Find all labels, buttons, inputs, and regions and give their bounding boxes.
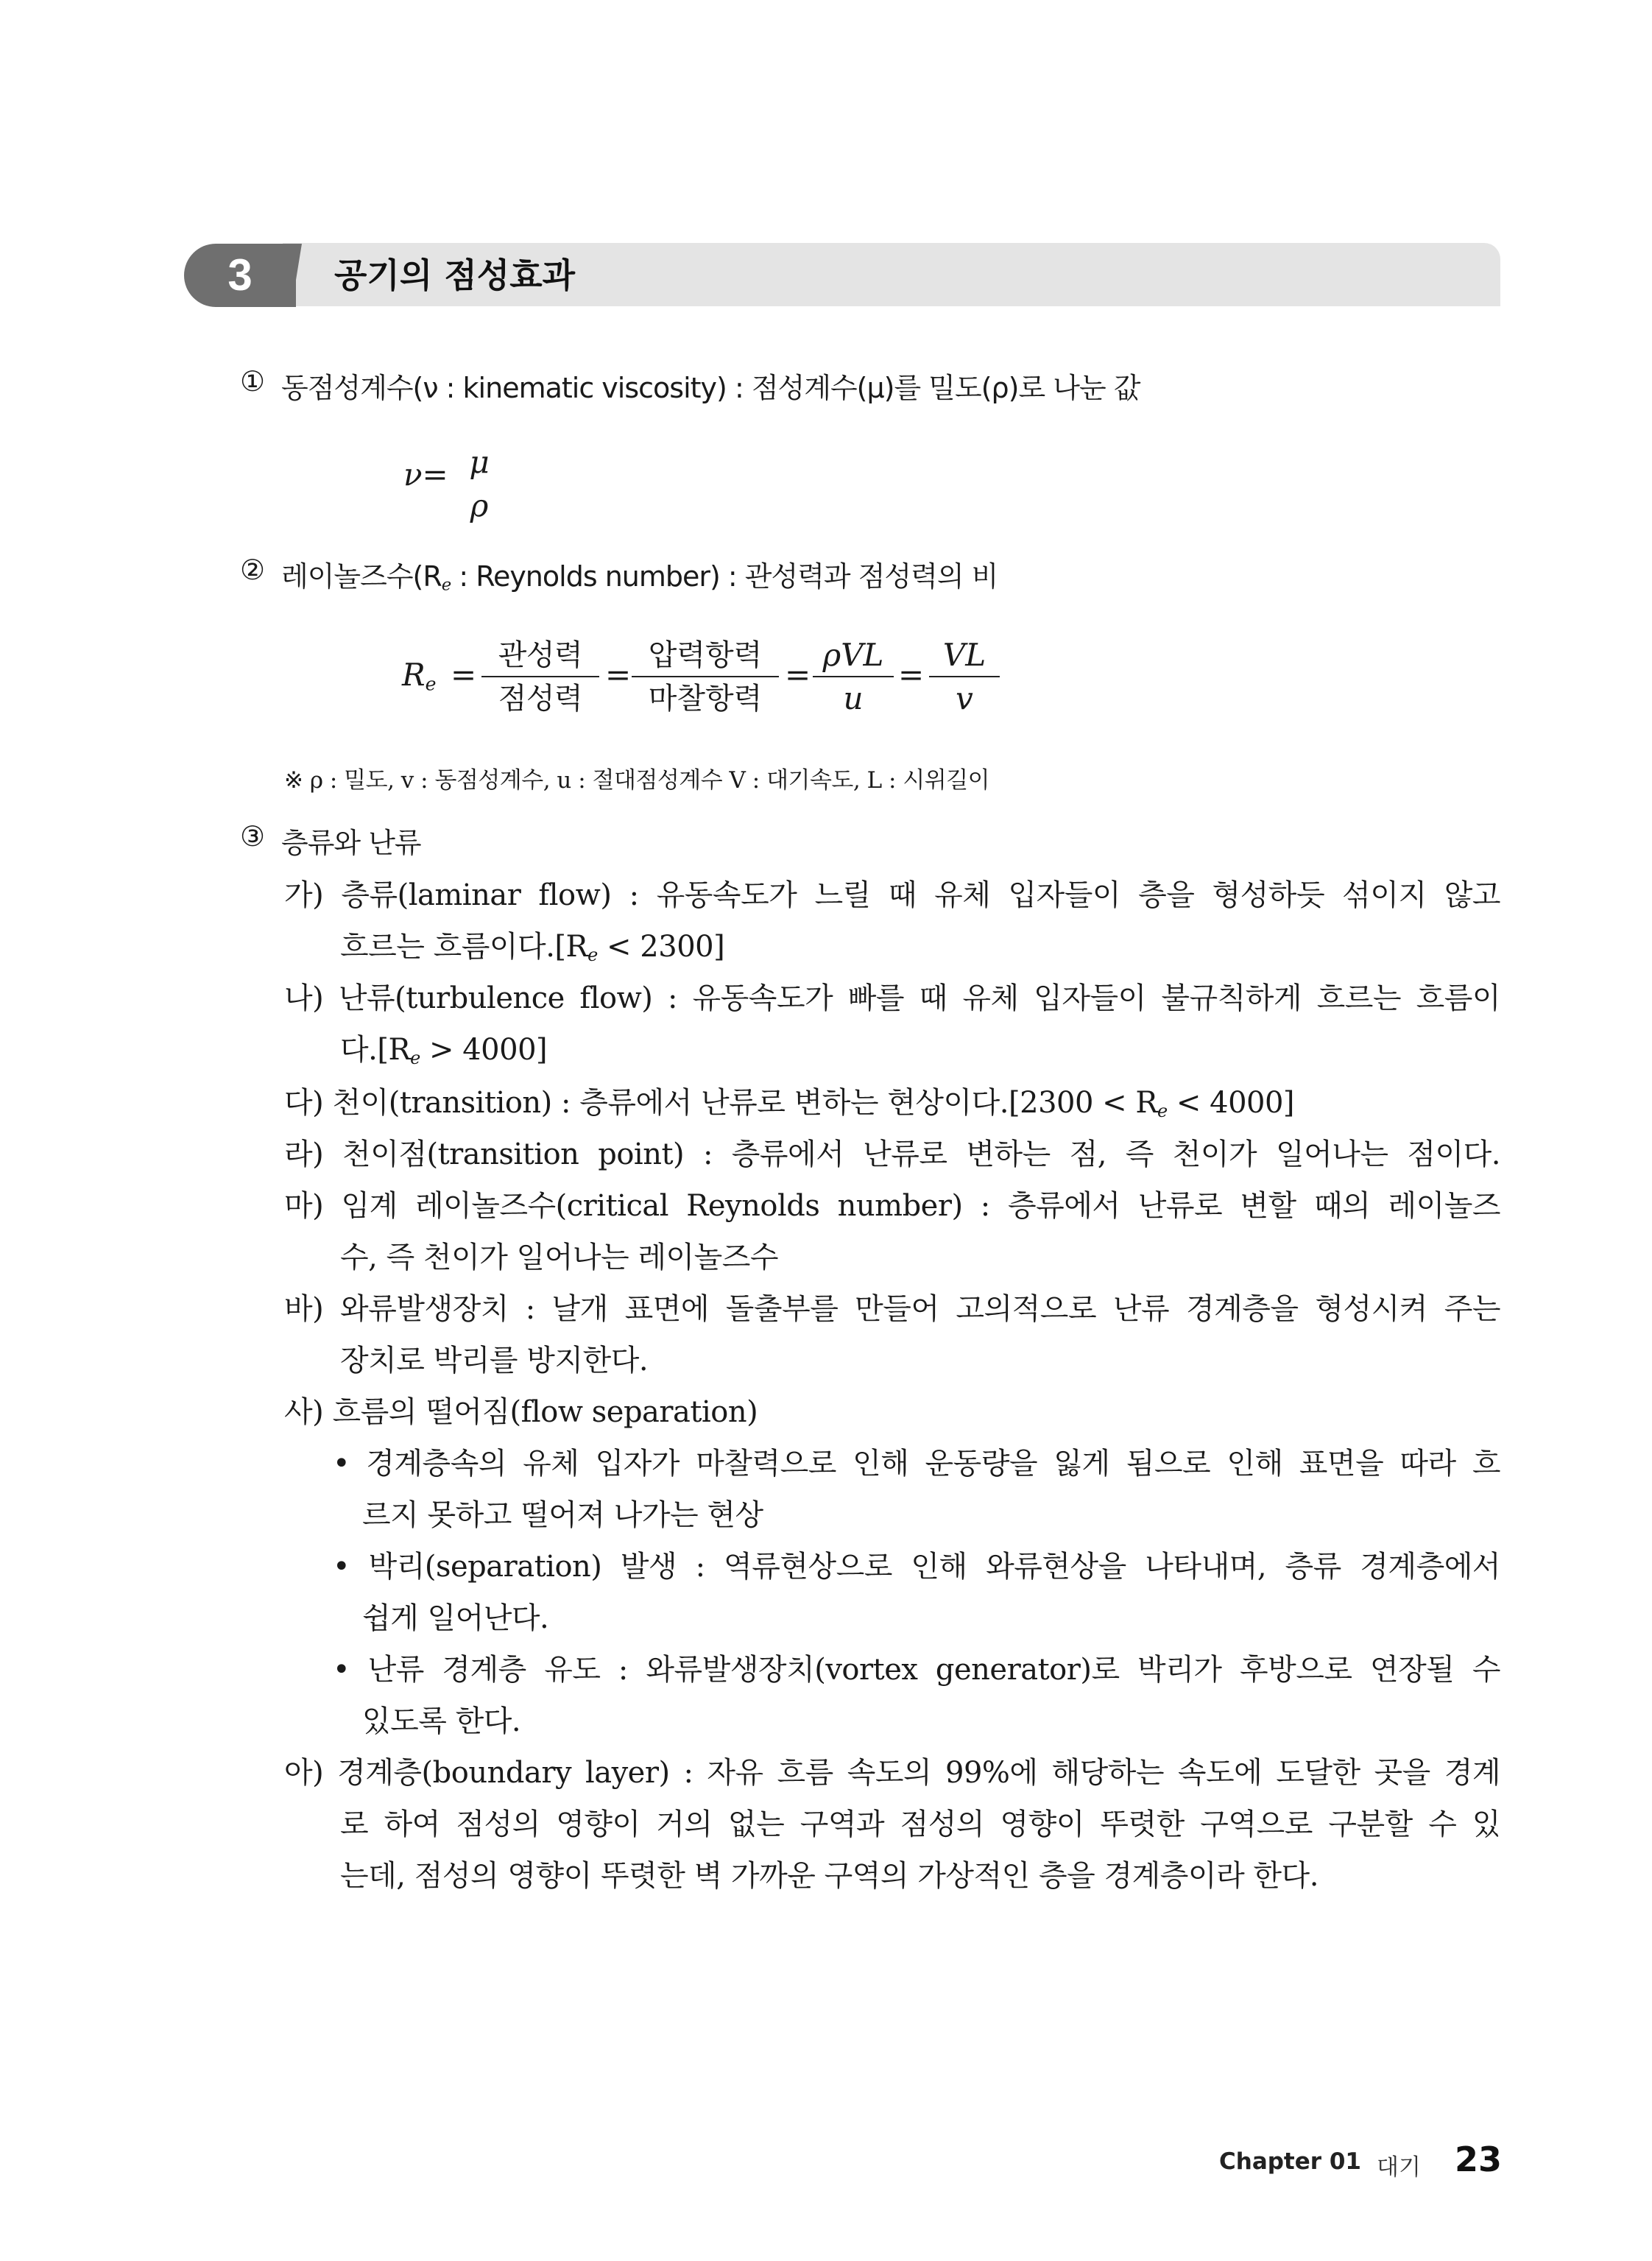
critical-reynolds-text1: 마) 임계 레이놀즈수(critical Reynolds number) : 층류에서 난류로 변할 때의 레이놀즈 (284, 1189, 1500, 1223)
bullet3-text1: • 난류 경계층 유도 : 와류발생장치(vortex generator)로 박리가 후방으로 연장될 수 (333, 1653, 1500, 1687)
symbol-note: ※ ρ : 밀도, v : 동점성계수, u : 절대점성계수 V : 대기속도, L : 시위길이 (284, 767, 990, 794)
fraction-pressure-friction (632, 635, 779, 720)
reynolds-lhs-symbol: R (402, 657, 426, 693)
turbulence-flow-line2 (340, 1026, 547, 1068)
bullet3-line1 (333, 1646, 1500, 1688)
fraction2-numerator: 압력항력 (648, 638, 763, 672)
reynolds-lhs-sub: e (425, 673, 437, 695)
vortex-generator-line2: 장치로 박리를 방지한다. (340, 1344, 649, 1378)
turbulence-flow-text2b: > 4000] (420, 1033, 548, 1067)
fraction1-numerator: 관성력 (498, 638, 583, 672)
bullet2-line2: 쉽게 일어난다. (362, 1601, 549, 1635)
laminar-flow-text2a: 흐르는 흐름이다.[R (340, 930, 588, 964)
fraction4-denominator: v (956, 680, 973, 716)
transition-line (284, 1079, 1294, 1121)
bullet2-text1: • 박리(separation) 발생 : 역류현상으로 인해 와류현상을 나타내며, 층류 경계층에서 (333, 1550, 1500, 1584)
footer-topic: 대기 (1377, 2154, 1421, 2181)
equals-sign-4: = (898, 657, 925, 693)
boundary-layer-text1: 아) 경계층(boundary layer) : 자유 흐름 속도의 99%에 해당하는 속도에 도달한 곳을 경계 (284, 1756, 1500, 1790)
item3-marker: ③ (240, 820, 265, 853)
section-number-badge: 3 (184, 244, 296, 307)
transition-text-b: < 4000] (1167, 1086, 1295, 1120)
item3-heading: 층류와 난류 (281, 827, 421, 859)
item2-heading-part-a: 레이놀즈수(R (281, 560, 442, 593)
item1-formula-numerator: μ (469, 444, 490, 480)
fraction4-numerator: VL (942, 637, 986, 673)
turbulence-flow-text1: 나) 난류(turbulence flow) : 유동속도가 빠를 때 유체 입자들이 불규칙하게 흐르는 흐름이 (284, 981, 1500, 1015)
footer-chapter: Chapter 01 (1219, 2148, 1361, 2175)
bullet2-line1 (333, 1543, 1500, 1585)
equals-sign-2: = (605, 657, 632, 693)
item2-heading-part-b: : Reynolds number) : 관성력과 점성력의 비 (451, 560, 998, 593)
item2-heading (281, 554, 998, 595)
page-number: 23 (1455, 2140, 1503, 2179)
fraction1-denominator: 점성력 (498, 682, 583, 716)
equals-sign-3: = (785, 657, 811, 693)
turbulence-flow-text2a: 다.[R (340, 1033, 411, 1067)
reynolds-lhs (402, 657, 437, 694)
transition-text-a: 다) 천이(transition) : 층류에서 난류로 변하는 현상이다.[2300 < R (284, 1086, 1157, 1120)
turbulence-flow-line1 (284, 975, 1500, 1017)
item1-heading: 동점성계수(ν : kinematic viscosity) : 점성계수(μ)를 밀도(ρ)로 나눈 값 (281, 372, 1140, 404)
bullet3-line2: 있도록 한다. (362, 1704, 521, 1738)
section-badge-notch (292, 244, 302, 307)
item1-formula-denominator: ρ (470, 487, 489, 523)
vortex-generator-line1 (284, 1285, 1500, 1327)
boundary-layer-line3: 는데, 점성의 영향이 뚜렷한 벽 가까운 구역의 가상적인 층을 경계층이라 한다. (340, 1859, 1319, 1893)
section-title: 공기의 점성효과 (334, 255, 576, 295)
boundary-layer-line2 (340, 1801, 1500, 1843)
laminar-flow-text1: 가) 층류(laminar flow) : 유동속도가 느릴 때 유체 입자들이 층을 형성하듯 섞이지 않고 (284, 878, 1500, 912)
critical-reynolds-line1 (284, 1182, 1500, 1224)
boundary-layer-line1 (284, 1749, 1500, 1791)
item2-marker: ② (240, 554, 265, 586)
item2-heading-sub: e (441, 575, 451, 595)
fraction-rho-v-l (813, 635, 894, 720)
laminar-flow-line2 (340, 923, 724, 965)
equals-sign-1: = (451, 657, 477, 693)
transition-point-line (284, 1131, 1500, 1173)
turbulence-re-sub: e (410, 1048, 420, 1068)
laminar-flow-line1 (284, 872, 1500, 914)
bullet1-text1: • 경계층속의 유체 입자가 마찰력으로 인해 운동량을 잃게 됨으로 인해 표면을 따라 흐 (333, 1447, 1500, 1481)
flow-separation-heading: 사) 흐름의 떨어짐(flow separation) (284, 1395, 758, 1429)
transition-point-text: 라) 천이점(transition point) : 층류에서 난류로 변하는 점, 즉 천이가 일어나는 점이다. (284, 1137, 1500, 1171)
boundary-layer-text2: 로 하여 점성의 영향이 거의 없는 구역과 점성의 영향이 뚜렷한 구역으로 구분할 수 있 (340, 1807, 1500, 1841)
item1-formula-lhs: ν= (403, 456, 448, 493)
laminar-flow-text2b: < 2300] (597, 930, 725, 964)
vortex-generator-text1: 바) 와류발생장치 : 날개 표면에 돌출부를 만들어 고의적으로 난류 경계층을 형성시켜 주는 (284, 1292, 1500, 1326)
critical-reynolds-line2: 수, 즉 천이가 일어나는 레이놀즈수 (340, 1241, 779, 1274)
fraction3-denominator: u (843, 680, 864, 716)
item1-marker: ① (240, 365, 265, 398)
item1-formula-fraction (461, 442, 498, 527)
fraction-v-l (929, 635, 1000, 720)
fraction2-denominator: 마찰항력 (648, 682, 763, 716)
transition-re-sub: e (1157, 1101, 1168, 1121)
fraction3-numerator: ρVL (822, 637, 884, 673)
bullet1-line2: 르지 못하고 떨어져 나가는 현상 (362, 1498, 763, 1532)
laminar-re-sub: e (587, 945, 598, 965)
fraction-inertia-viscous (481, 635, 599, 720)
bullet1-line1 (333, 1440, 1500, 1482)
